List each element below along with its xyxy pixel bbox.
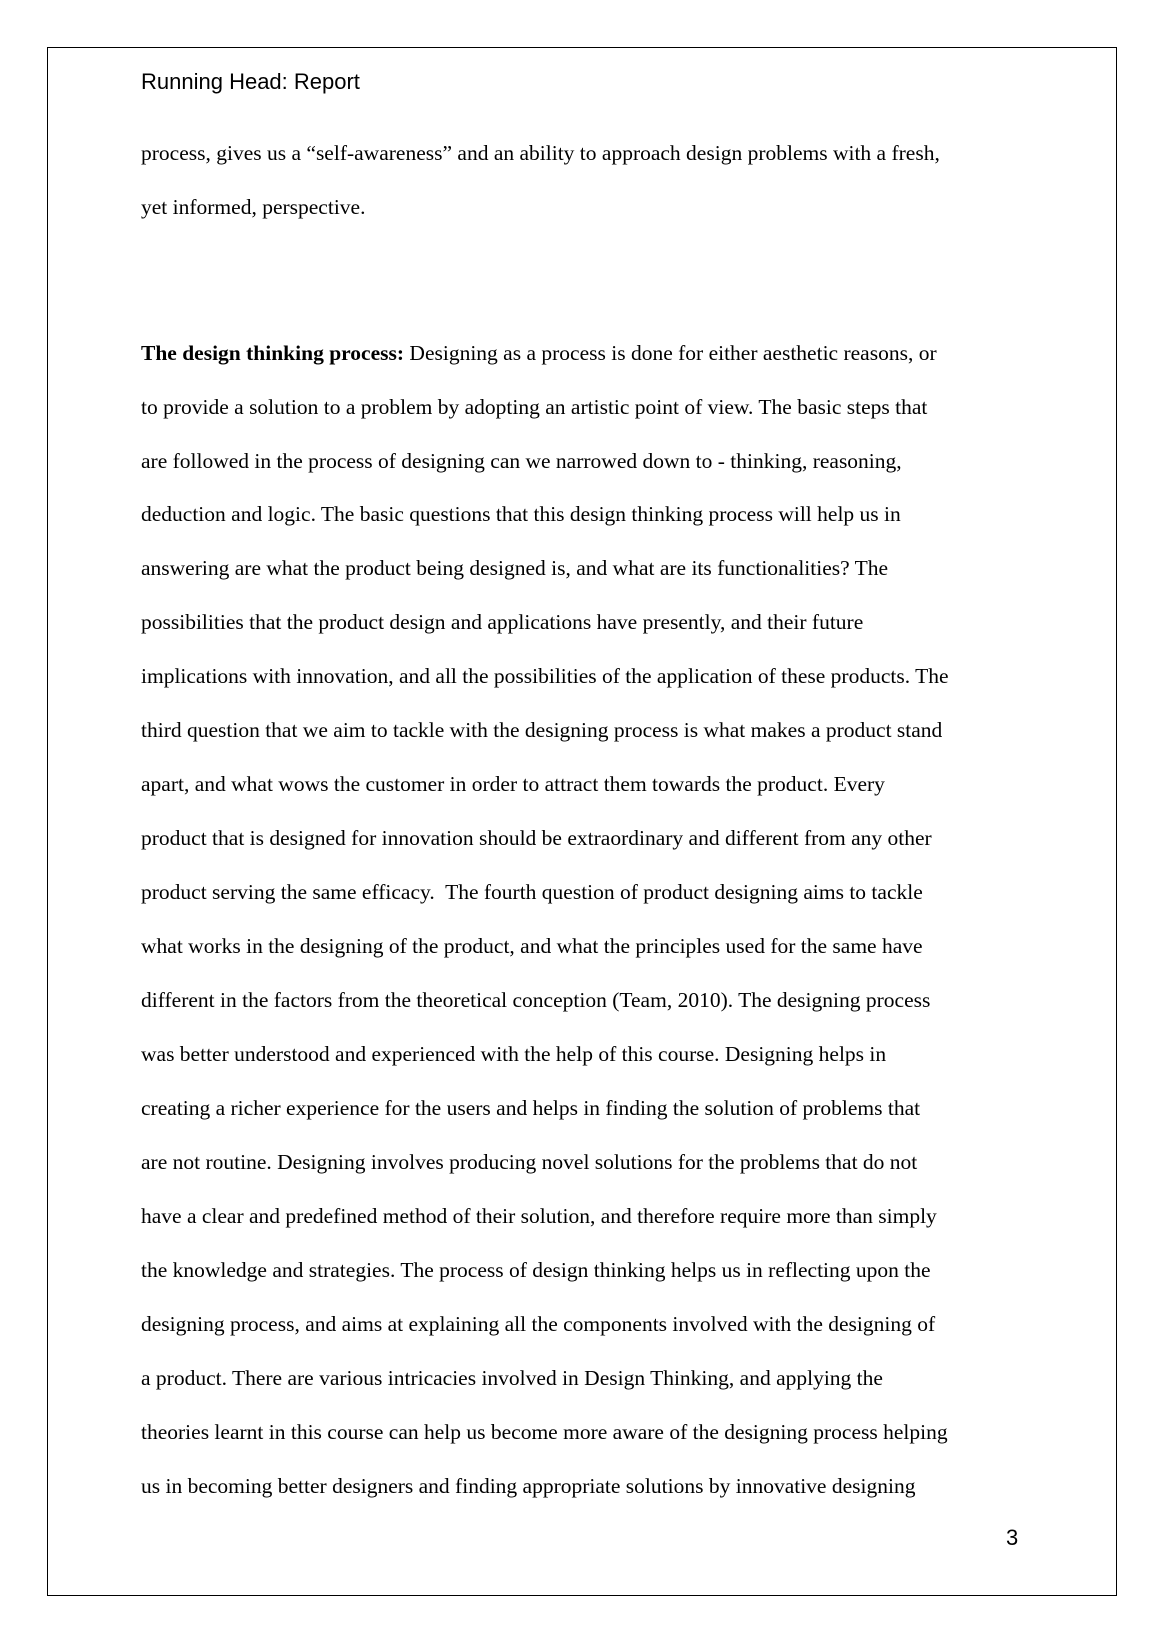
paragraph-line: what works in the designing of the product, and what the principles used for the same have: [141, 934, 923, 958]
paragraph-line: deduction and logic. The basic questions that this design thinking process will help us in: [141, 502, 901, 526]
paragraph-line: creating a richer experience for the users and helps in finding the solution of problems that: [141, 1096, 921, 1120]
paragraph-line: product serving the same efficacy. The fourth question of product designing aims to tackle: [141, 880, 923, 904]
paragraph-line: a product. There are various intricacies involved in Design Thinking, and applying the: [141, 1366, 883, 1390]
paragraph-line: apart, and what wows the customer in order to attract them towards the product. Every: [141, 772, 885, 796]
running-head: Running Head: Report: [141, 69, 360, 94]
paragraph-line: designing process, and aims at explaining all the components involved with the designing of: [141, 1312, 936, 1336]
paragraph-line: us in becoming better designers and finding appropriate solutions by innovative designing: [141, 1474, 916, 1498]
paragraph-line: implications with innovation, and all the possibilities of the application of these products. The: [141, 664, 949, 688]
paragraph-line: to provide a solution to a problem by adopting an artistic point of view. The basic steps that: [141, 395, 928, 419]
paragraph-line: answering are what the product being designed is, and what are its functionalities? The: [141, 556, 889, 580]
intro-line: yet informed, perspective.: [141, 195, 366, 219]
paragraph-line: third question that we aim to tackle with the designing process is what makes a product stand: [141, 718, 943, 742]
paragraph-line: the knowledge and strategies. The process of design thinking helps us in reflecting upon the: [141, 1258, 931, 1282]
paragraph-line: theories learnt in this course can help us become more aware of the designing process helping: [141, 1420, 948, 1444]
paragraph-line: have a clear and predefined method of their solution, and therefore require more than simply: [141, 1204, 937, 1228]
paragraph-line: was better understood and experienced with the help of this course. Designing helps in: [141, 1042, 887, 1066]
section-first-line: [141, 339, 937, 367]
paragraph-line: different in the factors from the theoretical conception (Team, 2010). The designing process: [141, 988, 931, 1012]
section-first-line-text: Designing as a process is done for either aesthetic reasons, or: [404, 341, 937, 365]
paragraph-line: are not routine. Designing involves producing novel solutions for the problems that do not: [141, 1150, 918, 1174]
paragraph-line: product that is designed for innovation should be extraordinary and different from any other: [141, 826, 932, 850]
intro-line: process, gives us a “self-awareness” and an ability to approach design problems with a fresh,: [141, 141, 940, 165]
section-heading: The design thinking process:: [141, 341, 405, 365]
page-number: 3: [1006, 1525, 1019, 1550]
paragraph-line: possibilities that the product design and applications have presently, and their future: [141, 610, 864, 634]
paragraph-line: are followed in the process of designing can we narrowed down to - thinking, reasoning,: [141, 449, 902, 473]
